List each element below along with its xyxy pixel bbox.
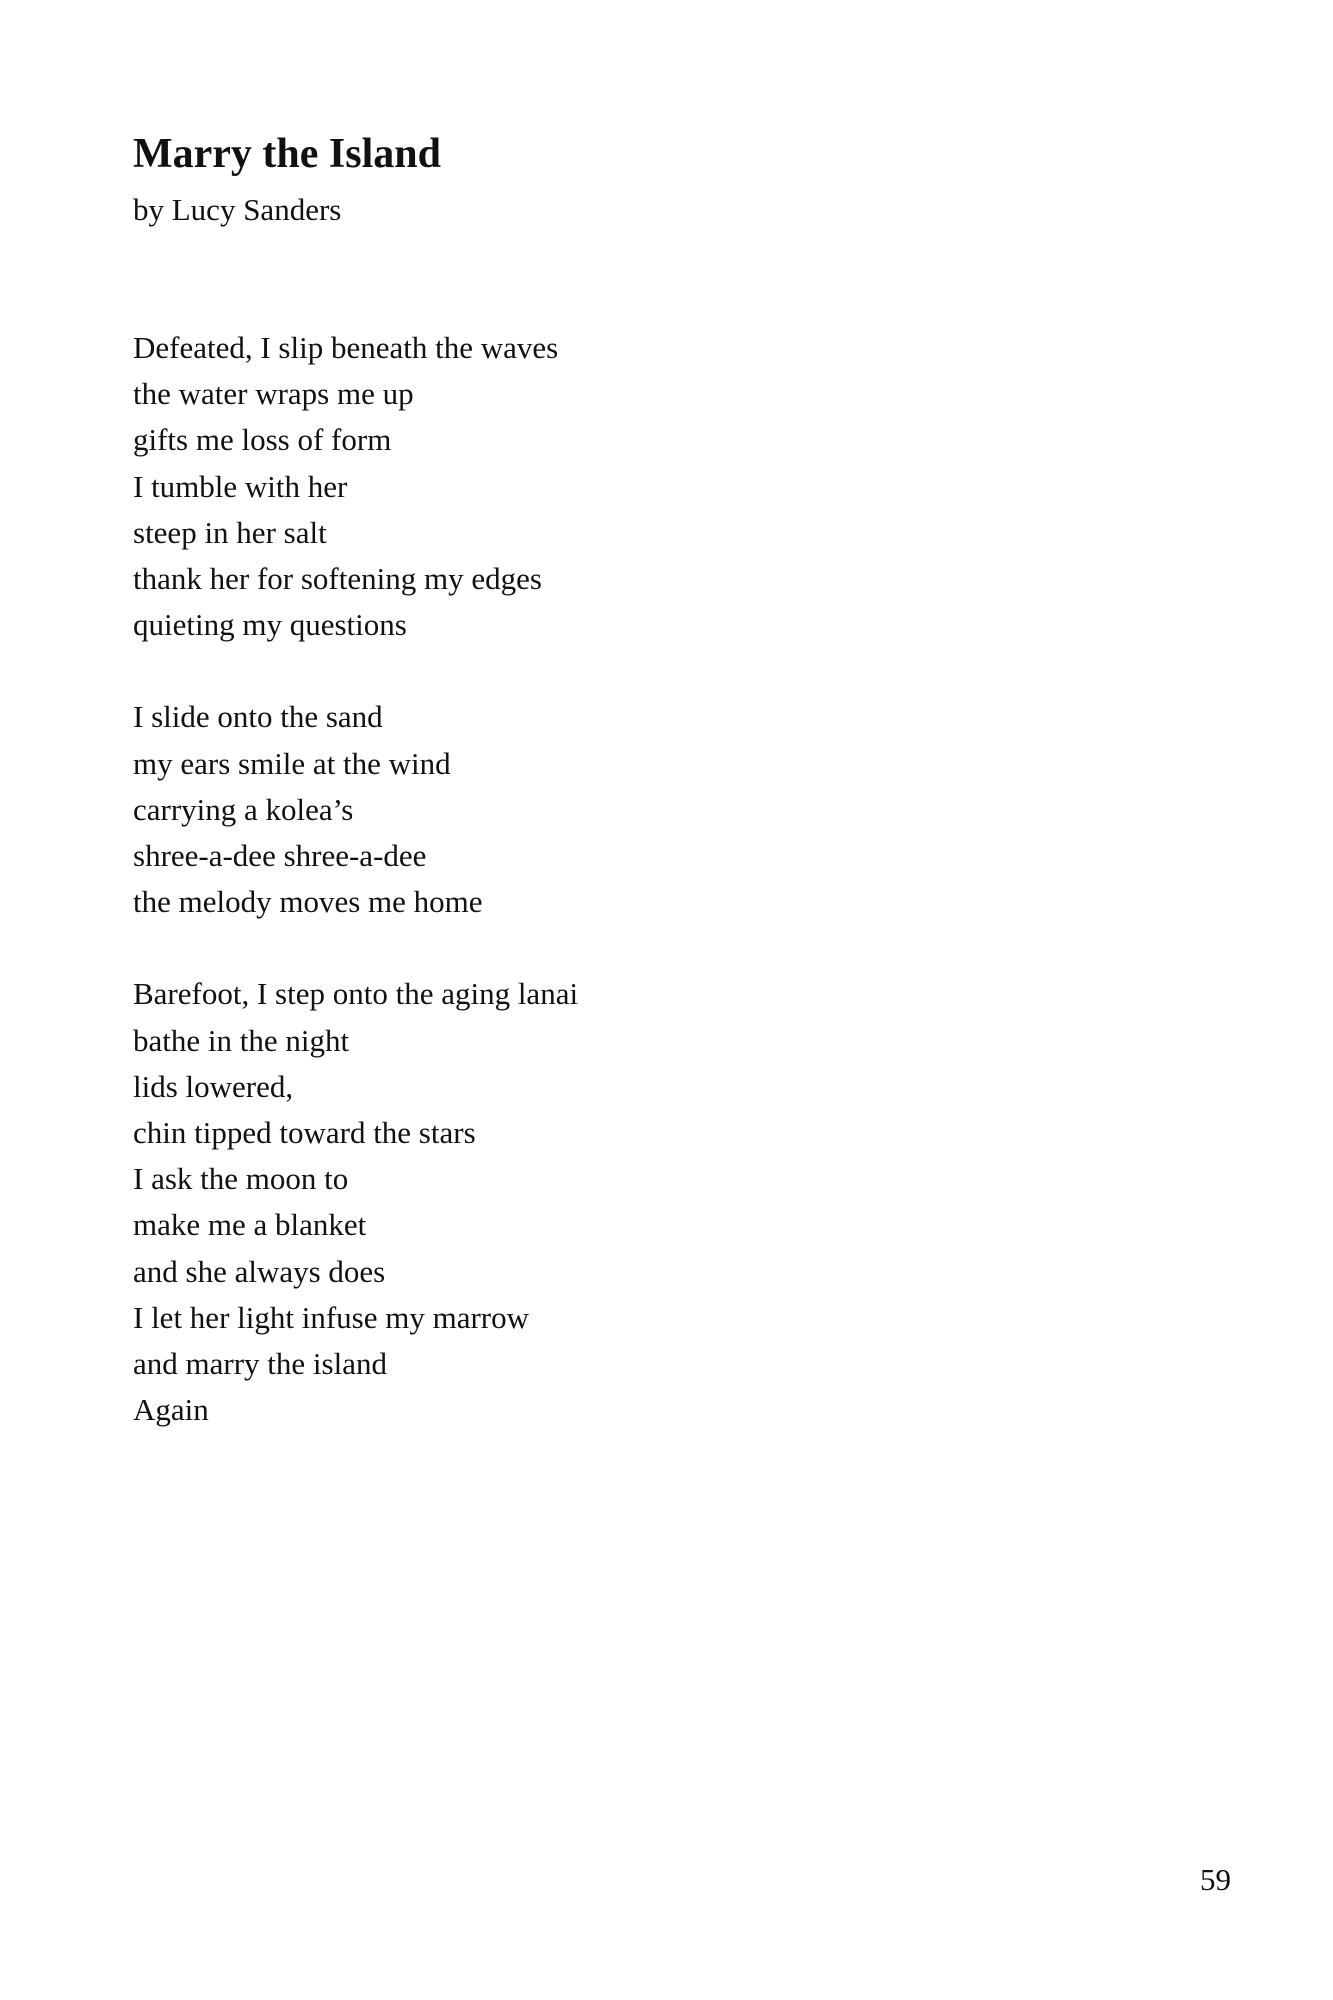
- poem-line: I tumble with her: [133, 468, 348, 504]
- poem-line: gifts me loss of form: [133, 422, 392, 458]
- poem-line: carrying a kolea’s: [133, 791, 354, 827]
- poem-line: I slide onto the sand: [133, 699, 383, 735]
- poem-line: shree-a-dee shree-a-dee: [133, 838, 427, 874]
- poem-line: the melody moves me home: [133, 884, 483, 920]
- poem-stanza-1: [133, 325, 1233, 648]
- poem-line: bathe in the night: [133, 1022, 350, 1058]
- poem-line: and she always does: [133, 1253, 386, 1289]
- poem-line: chin tipped toward the stars: [133, 1115, 476, 1151]
- poem-byline: by Lucy Sanders: [133, 192, 342, 227]
- poem-line: and marry the island: [133, 1346, 387, 1382]
- poem-line: I let her light infuse my marrow: [133, 1299, 530, 1335]
- poem-body: [133, 325, 1233, 1479]
- poem-line: quieting my questions: [133, 607, 407, 643]
- page-number: 59: [1200, 1862, 1231, 1897]
- poem-line: thank her for softening my edges: [133, 561, 542, 597]
- poem-line: my ears smile at the wind: [133, 745, 451, 781]
- poem-line: Again: [133, 1392, 209, 1428]
- poem-title: Marry the Island: [133, 131, 441, 177]
- poem-line: steep in her salt: [133, 514, 327, 550]
- poem-line: the water wraps me up: [133, 376, 414, 412]
- poem-line: Defeated, I slip beneath the waves: [133, 330, 559, 365]
- poem-stanza-2: [133, 694, 1233, 925]
- poem-line: Barefoot, I step onto the aging lanai: [133, 976, 579, 1012]
- poem-line: I ask the moon to: [133, 1161, 349, 1197]
- poem-line: make me a blanket: [133, 1207, 367, 1243]
- poem-line: lids lowered,: [133, 1068, 294, 1104]
- poem-stanza-3: [133, 971, 1233, 1433]
